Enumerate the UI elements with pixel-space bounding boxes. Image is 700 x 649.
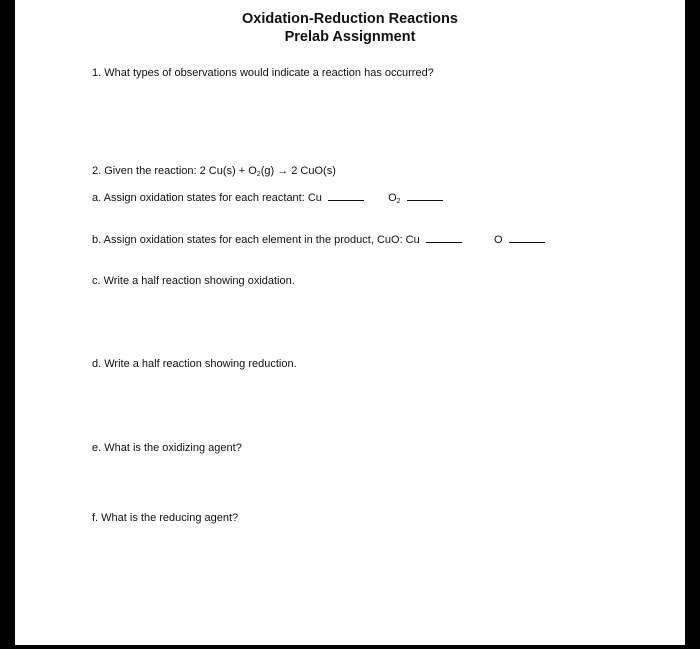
o2-label: O xyxy=(388,192,397,204)
question-2-subscript: 2 xyxy=(256,171,261,178)
question-2f: f. What is the reducing agent? xyxy=(92,512,239,524)
question-2b xyxy=(92,234,545,246)
worksheet-title: Oxidation-Reduction Reactions xyxy=(242,11,458,27)
question-2c: c. Write a half reaction showing oxidation. xyxy=(92,275,295,287)
cuo-o-oxidation-blank[interactable] xyxy=(509,242,545,243)
o2-oxidation-blank[interactable] xyxy=(407,200,443,201)
o2-subscript: 2 xyxy=(396,198,401,205)
question-2-tail: (g) → 2 CuO(s) xyxy=(260,165,336,177)
question-2a-text: a. Assign oxidation states for each reactant: Cu xyxy=(92,192,322,204)
cu-oxidation-blank[interactable] xyxy=(328,200,364,201)
cuo-cu-oxidation-blank[interactable] xyxy=(426,242,462,243)
question-2b-text: b. Assign oxidation states for each element in the product, CuO: Cu xyxy=(92,234,420,246)
question-2 xyxy=(92,165,336,178)
question-2a xyxy=(92,192,443,205)
question-2-lead: 2. Given the reaction: 2 Cu(s) + O xyxy=(92,165,257,177)
o-label: O xyxy=(493,234,503,246)
question-2e: e. What is the oxidizing agent? xyxy=(92,442,242,454)
worksheet-subtitle: Prelab Assignment xyxy=(284,29,416,45)
question-2d: d. Write a half reaction showing reduction. xyxy=(92,358,297,370)
question-1: 1. What types of observations would indicate a reaction has occurred? xyxy=(92,67,434,79)
worksheet-page xyxy=(15,0,685,645)
